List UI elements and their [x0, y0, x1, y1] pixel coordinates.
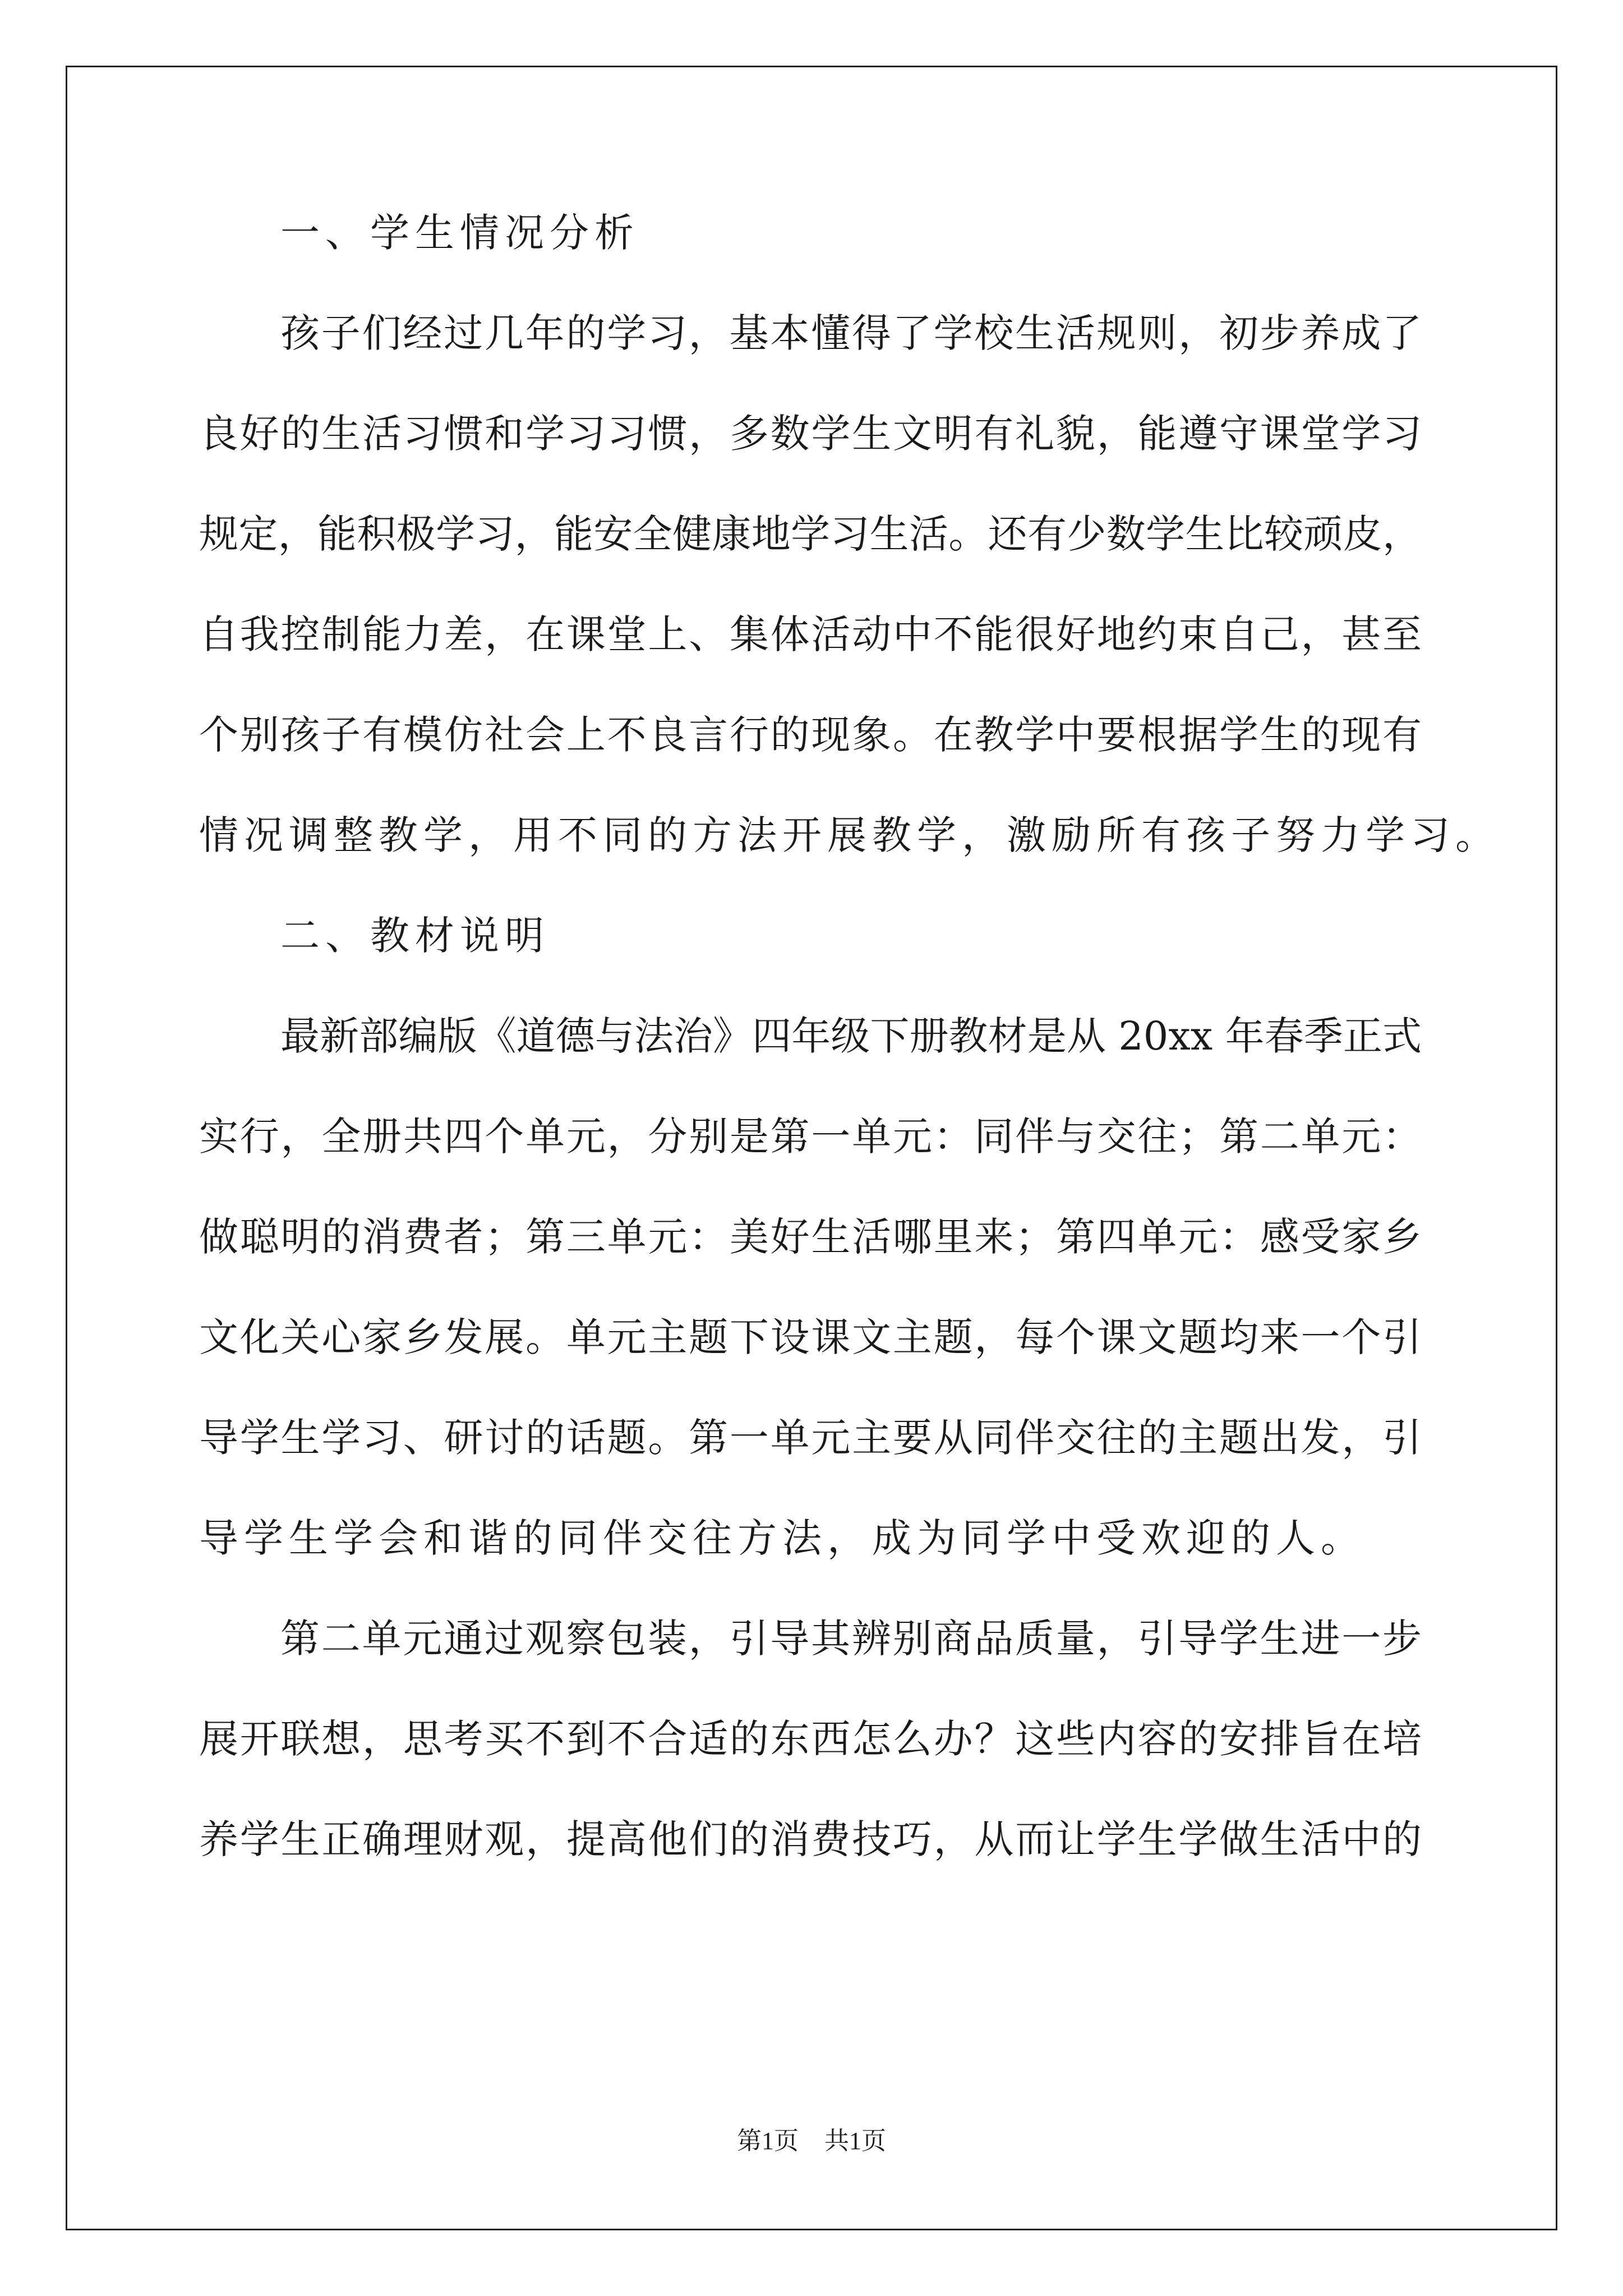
paragraph-line: 良好的生活习惯和学习习惯，多数学生文明有礼貌，能遵守课堂学习 [199, 411, 1422, 457]
paragraph-line: 自我控制能力差，在课堂上、集体活动中不能很好地约束自己，甚至 [199, 611, 1422, 657]
paragraph-line: 导学生学习、研讨的话题。第一单元主要从同伴交往的主题出发，引 [199, 1415, 1422, 1461]
paragraph-line: 展开联想，思考买不到不合适的东西怎么办？这些内容的安排旨在培 [199, 1716, 1422, 1762]
paragraph-line: 个别孩子有模仿社会上不良言行的现象。在教学中要根据学生的现有 [199, 712, 1422, 758]
section-heading-1: 一、学生情况分析 [280, 210, 639, 256]
paragraph-line: 规定，能积极学习，能安全健康地学习生活。还有少数学生比较顽皮， [199, 511, 1422, 557]
document-body [199, 210, 1500, 1920]
paragraph-line: 养学生正确理财观，提高他们的消费技巧，从而让学生学做生活中的 [199, 1816, 1422, 1862]
paragraph-line: 孩子们经过几年的学习，基本懂得了学校生活规则，初步养成了 [280, 310, 1422, 356]
paragraph-line: 实行，全册共四个单元，分别是第一单元：同伴与交往；第二单元： [199, 1114, 1422, 1159]
paragraph-line: 第二单元通过观察包装，引导其辨别商品质量，引导学生进一步 [280, 1616, 1422, 1662]
section-heading-2: 二、教材说明 [280, 913, 550, 959]
page-footer [0, 2129, 1623, 2154]
paragraph-line: 做聪明的消费者；第三单元：美好生活哪里来；第四单元：感受家乡 [199, 1214, 1422, 1260]
paragraph-line: 文化关心家乡发展。单元主题下设课文主题，每个课文题均来一个引 [199, 1314, 1422, 1360]
paragraph-line: 情况调整教学，用不同的方法开展教学，激励所有孩子努力学习。 [199, 812, 1500, 858]
page-total: 共1页 [824, 2127, 886, 2155]
paragraph-line: 导学生学会和谐的同伴交往方法，成为同学中受欢迎的人。 [199, 1515, 1366, 1561]
page-number: 第1页 [737, 2127, 799, 2155]
paragraph-line: 最新部编版《道德与法治》四年级下册教材是从 20xx 年春季正式 [280, 1013, 1422, 1059]
